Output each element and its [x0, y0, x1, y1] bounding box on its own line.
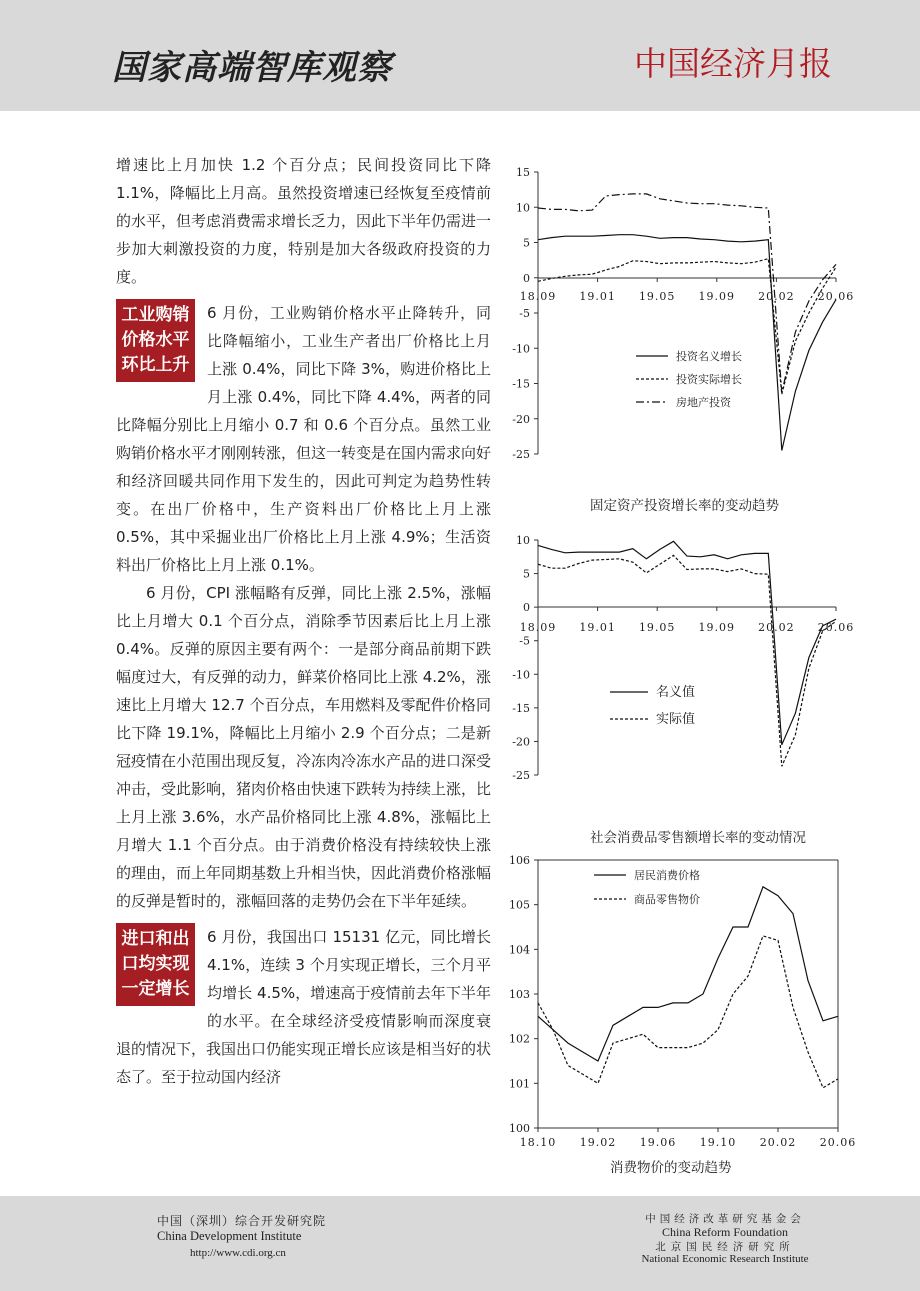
- y-tick-label: 106: [509, 854, 530, 867]
- y-tick-label: -15: [512, 701, 530, 715]
- y-tick-label: 0: [523, 601, 530, 615]
- sidebar-heading-import-export: [116, 923, 195, 1006]
- footer-neri-en: National Economic Research Institute: [641, 1253, 809, 1265]
- x-tick-label: 19.01: [579, 621, 616, 634]
- x-tick-label: 20.06: [817, 290, 855, 303]
- y-tick-label: 105: [509, 898, 530, 912]
- y-tick-label: 0: [523, 271, 530, 285]
- y-tick-label: 100: [509, 1122, 530, 1135]
- y-tick-label: 10: [516, 201, 530, 215]
- page-footer: [0, 1196, 920, 1291]
- footer-cdi-en: China Development Institute: [157, 1229, 302, 1243]
- footer-crf-cn: 中国经济改革研究基金会: [645, 1213, 805, 1225]
- paragraph-3: 6 月份，CPI 涨幅略有反弹，同比上涨 2.5%，涨幅比上月增大 0.1 个百分点，消除季节因素后比上月上涨 0.4%。反弹的原因主要有两个：一是部分商品前期下跌幅度过大，有反弹的动力，鲜菜价格同比上涨 4.2%，涨速比上月增大 12.7 个百分点，车用燃料及零配件价格同比下降 19.1%，降幅比上月缩小 2.9 个百分点；二是新冠疫情在小范围出现反复，冷冻肉冷冻水产品的进口深受冲击，受此影响，猪肉价格由快速下跌转为持续上涨，比上月上涨 3.6%，水产品价格同比上涨 4.8%，涨幅比上月增大 1.1 个百分点。由于消费价格没有持续较快上涨的理由，而上年同期基数上升相当快，因此消费价格涨幅的反弹是暂时的，涨幅回落的走势仍会在下半年延续。: [116, 584, 492, 910]
- y-tick-label: -25: [512, 769, 530, 782]
- y-tick-label: -15: [512, 377, 530, 391]
- legend-label: 实际值: [656, 712, 696, 727]
- chart-consumer-prices: [498, 850, 858, 1150]
- y-tick-label: 104: [509, 943, 530, 957]
- x-tick-label: 19.10: [699, 1136, 737, 1149]
- legend-label: 商品零售物价: [634, 893, 700, 906]
- x-tick-label: 19.02: [579, 1136, 617, 1149]
- y-tick-label: -5: [519, 307, 530, 320]
- paragraph-1: 增速比上月加快 1.2 个百分点；民间投资同比下降 1.1%，降幅比上月高。虽然投资增速已经恢复至疫情前的水平，但考虑消费需求增长乏力，因此下半年仍需进一步加大刺激投资的力度，特别是加大各级政府投资的力度。: [116, 156, 492, 286]
- footer-cdi-url[interactable]: http://www.cdi.org.cn: [190, 1247, 286, 1259]
- chart-title-cpi: 消费物价的变动趋势: [610, 1160, 732, 1176]
- legend-label: 投资名义增长: [676, 350, 742, 363]
- x-tick-label: 20.02: [759, 1136, 797, 1149]
- article-body: [116, 151, 491, 1091]
- x-tick-label: 18.09: [519, 290, 557, 303]
- y-tick-label: 15: [516, 166, 530, 179]
- x-tick-label: 20.06: [817, 621, 855, 634]
- sidebar-line: 环比上升: [121, 355, 190, 375]
- x-tick-label: 19.05: [638, 290, 676, 303]
- paragraph-4: 6 月份，我国出口 15131 亿元，同比增长 4.1%，连续 3 个月实现正增长，三个月平均增长 4.5%，增速高于疫情前去年下半年的水平。在全球经济受疫情影响而深度衰退的情况下，我国出口仍能实现正增长应该是相当好的状态了。至于拉动国内经济: [116, 928, 492, 1086]
- page-header: [0, 0, 920, 111]
- y-tick-label: -20: [512, 735, 530, 749]
- report-title: 中国经济月报: [634, 44, 832, 83]
- footer-cdi-cn: 中国（深圳）综合开发研究院: [157, 1214, 327, 1228]
- sidebar-line: 口均实现: [121, 954, 190, 974]
- y-tick-label: -10: [512, 668, 530, 682]
- y-tick-label: 101: [509, 1077, 530, 1091]
- x-tick-label: 19.09: [698, 621, 736, 634]
- y-tick-label: -20: [512, 412, 530, 426]
- series-line-2: [538, 555, 836, 766]
- chart-title-retail: 社会消费品零售额增长率的变动情况: [590, 830, 806, 846]
- series-line-1: [538, 887, 838, 1061]
- footer-neri-cn: 北京国民经济研究所: [655, 1241, 795, 1253]
- paragraph-2: 6 月份，工业购销价格水平止降转升，同比降幅缩小，工业生产者出厂价格比上月上涨 0.4%，同比下降 3%，购进价格比上月上涨 0.4%，同比下降 4.4%，两者的同比降幅分别比上月缩小 0.7 和 0.6 个百分点。虽然工业购销价格水平才刚刚转涨，但这一转变是在国内需求向好和经济回暖共同作用下发生的，因此可判定为趋势性转变。在出厂价格中，生产资料出厂价格比上月上涨 0.5%，其中采掘业出厂价格比上月上涨 4.9%；生活资料出厂价格比上月上涨 0.1%。: [116, 304, 492, 574]
- sidebar-line: 一定增长: [121, 979, 190, 999]
- legend-label: 房地产投资: [676, 396, 731, 409]
- x-tick-label: 20.06: [819, 1136, 857, 1149]
- x-tick-label: 19.01: [579, 290, 616, 303]
- x-tick-label: 19.09: [698, 290, 736, 303]
- brand-logo-text: 国家高端智库观察: [112, 48, 392, 88]
- x-tick-label: 18.09: [519, 621, 557, 634]
- chart-title-investment: 固定资产投资增长率的变动趋势: [590, 498, 779, 514]
- y-tick-label: 5: [523, 236, 530, 250]
- x-tick-label: 19.06: [639, 1136, 677, 1149]
- sidebar-heading-industrial-prices: [116, 299, 195, 382]
- y-tick-label: 10: [516, 534, 530, 547]
- x-tick-label: 20.02: [758, 290, 795, 303]
- y-tick-label: -25: [512, 448, 530, 461]
- legend-label: 投资实际增长: [676, 373, 742, 386]
- legend-label: 居民消费价格: [634, 869, 700, 882]
- chart-retail-sales: [498, 530, 858, 790]
- legend-label: 名义值: [656, 685, 696, 700]
- footer-crf-en: China Reform Foundation: [662, 1225, 788, 1239]
- y-tick-label: 102: [509, 1032, 530, 1046]
- sidebar-line: 进口和出: [121, 929, 190, 949]
- x-tick-label: 18.10: [519, 1136, 557, 1149]
- y-tick-label: -5: [519, 634, 530, 648]
- y-tick-label: 5: [523, 567, 530, 581]
- sidebar-line: 工业购销: [121, 305, 190, 325]
- y-tick-label: 103: [509, 988, 530, 1001]
- x-tick-label: 20.02: [758, 621, 795, 634]
- y-tick-label: -10: [512, 342, 530, 356]
- sidebar-line: 价格水平: [121, 330, 190, 350]
- series-line-1: [538, 235, 836, 451]
- x-tick-label: 19.05: [638, 621, 676, 634]
- chart-fixed-asset-investment: [498, 160, 858, 470]
- series-line-2: [538, 936, 838, 1088]
